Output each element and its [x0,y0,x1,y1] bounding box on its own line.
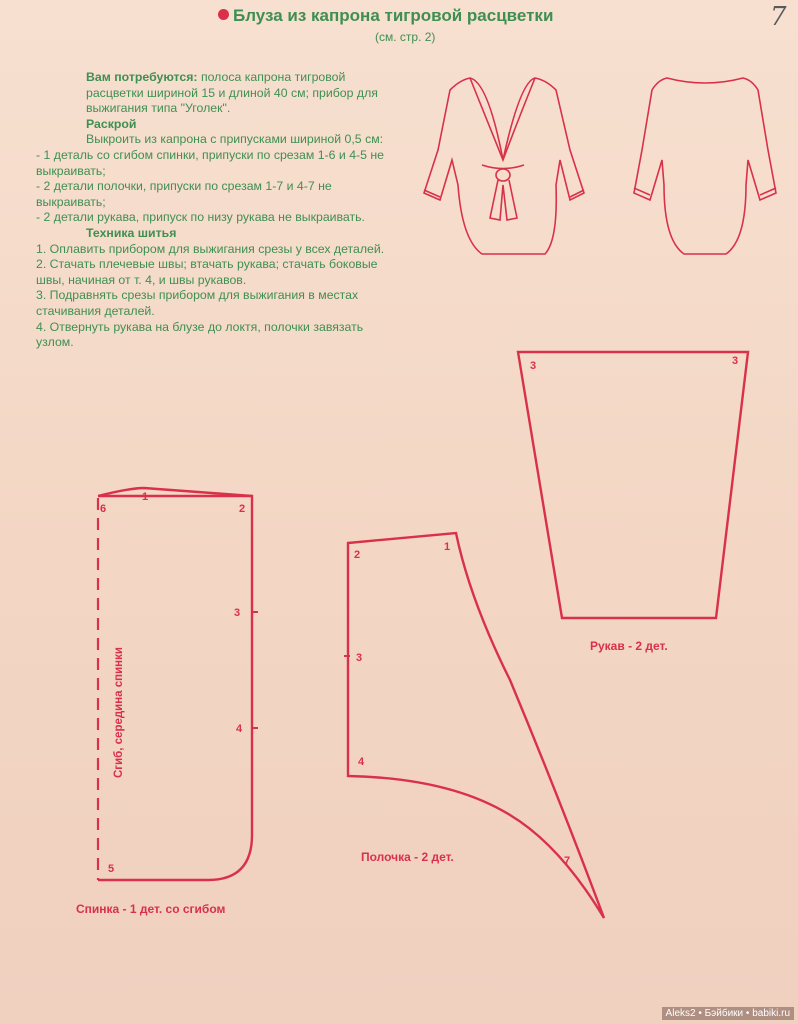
sewing-step: 4. Отвернуть рукава на блузе до локтя, полочки завязать узлом. [36,319,364,350]
point-label: 1 [444,541,451,553]
point-label: 7 [564,855,571,867]
sewing-step: 3. Подравнять срезы прибором для выжигания в местах стачивания деталей. [36,288,359,318]
cutting-intro: Выкроить из капрона с припусками шириной 0,5 см: [86,132,384,147]
cutting-item: - 1 деталь со сгибом спинки, припуски по срезам 1-6 и 4-5 не выкраивать; [36,147,385,178]
point-label: 4 [358,756,365,768]
cutting-heading: Раскрой [86,116,137,131]
page-subtitle: (см. стр. 2) [375,30,436,44]
sleeve-outline [518,352,748,618]
materials-text: полоса капрона тигровой расцветки шириной 15 и длиной 40 см; прибор для выжигания типа "Уголек". [86,70,378,116]
fold-label: Сгиб, середина спинки [113,647,125,778]
materials-heading: Вам потребуются: [86,70,198,84]
point-label: 4 [236,723,243,735]
sewing-step: 1. Оплавить прибором для выжигания срезы у всех деталей. [36,241,385,256]
page-title: Блуза из капрона тигровой расцветки [218,6,638,26]
point-label: 2 [239,503,246,515]
point-label: 1 [142,491,149,503]
point-label: 3 [356,652,363,664]
point-label: 6 [100,503,107,515]
point-label: 2 [354,549,361,561]
sleeve-caption: Рукав - 2 дет. [590,639,668,653]
cutting-item: - 2 детали полочки, припуски по срезам 1-7 и 4-7 не выкраивать; [36,179,332,209]
sewing-heading: Техника шитья [86,225,177,240]
blouse-back-sketch-icon [634,78,776,254]
front-caption: Полочка - 2 дет. [361,850,454,864]
point-label: 5 [108,863,115,875]
point-label: 3 [234,607,241,619]
sleeve-pattern-piece [518,352,748,618]
back-pattern-piece [98,488,258,880]
blouse-front-sketch-icon [424,78,584,254]
watermark: Aleks2 • Бэйбики • babiki.ru [662,1007,794,1020]
point-label: 3 [732,355,739,367]
page-number: 7 [770,2,787,32]
point-label: 3 [530,360,537,372]
cutting-item: - 2 детали рукава, припуск по низу рукава не выкраивать. [36,210,365,225]
sewing-step: 2. Стачать плечевые швы; втачать рукава; стачать боковые швы, начиная от т. 4, и швы рукавов. [36,257,378,287]
back-caption: Спинка - 1 дет. со сгибом [76,902,226,916]
